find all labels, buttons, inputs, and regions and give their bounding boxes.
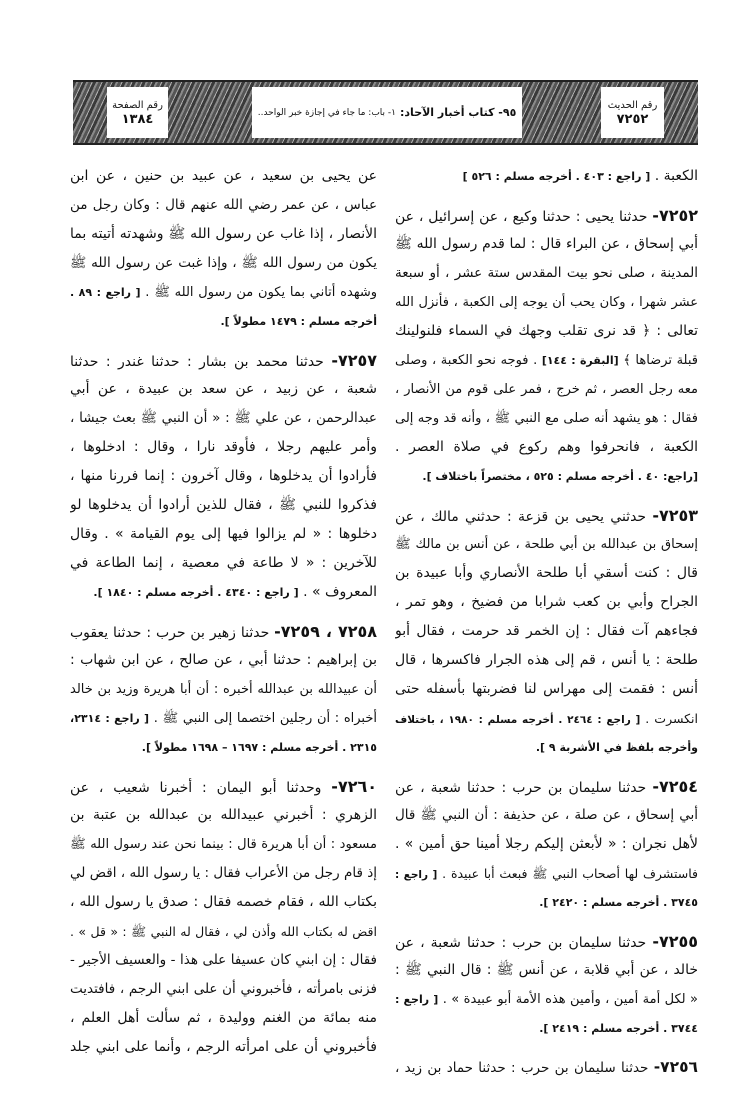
hadith-text: مسعود : أن أبا هريرة قال : بينما نحن عند رسول الله ﷺ xyxy=(70,837,377,852)
hadith-text: تعالى : ﴿ قد نرى تقلب وجهك في السماء فلنولينك xyxy=(395,323,698,339)
chapter-title: ١- باب: ما جاء في إجازة خبر الواحد.. xyxy=(257,107,397,118)
hadith-block xyxy=(70,772,377,1062)
text-line xyxy=(70,975,377,1004)
chapter-title-box xyxy=(252,87,522,138)
page-number-box xyxy=(107,87,168,138)
text-line xyxy=(395,927,698,956)
hadith-text: الأنصار ، إذا غاب عن رسول الله ﷺ وشهدته أتيته بما xyxy=(70,226,377,242)
text-line xyxy=(395,433,698,462)
hadith-text: . فوجه نحو الكعبة ، وصلى xyxy=(395,353,538,368)
hadith-text: وحدثنا أبو اليمان : أخبرنا شعيب ، عن xyxy=(70,780,322,796)
text-line xyxy=(395,530,698,559)
hadith-text: فجاءهم آت فقال : إن الخمر قد حرمت ، فقال أبو xyxy=(395,623,698,639)
hadith-text: حدثنا زهير بن حرب : حدثنا يعقوب xyxy=(70,625,270,641)
right-column xyxy=(395,162,698,1082)
hadith-text: إسحاق بن عبدالله بن أبي طلحة ، عن أنس بن مالك ﷺ xyxy=(395,537,698,552)
text-line xyxy=(395,704,698,733)
hadith-number: ٧٢٥٤- xyxy=(652,777,698,796)
hadith-text: وشهده أتاني بما يكون من رسول الله ﷺ . xyxy=(145,285,377,300)
hadith-text: لأهل نجران : « لأبعثن إليكم رجلا أمينا حق أمين » . xyxy=(395,836,698,852)
hadith-text: الزهري : أخبرني عبيدالله بن عبدالله بن عتبة بن xyxy=(70,807,377,823)
text-line xyxy=(395,259,698,288)
hadith-text: حدثنا سليمان بن حرب : حدثنا حماد بن زيد ، xyxy=(395,1060,649,1076)
hadith-block xyxy=(395,201,698,491)
text-line xyxy=(70,733,377,762)
text-line xyxy=(395,346,698,375)
hadith-text: حدثنا يحيى : حدثنا وكيع ، عن إسرائيل ، عن xyxy=(395,209,648,225)
hadith-text: أبي إسحاق ، عن البراء قال : لما قدم رسول الله ﷺ xyxy=(395,236,698,252)
text-line xyxy=(70,462,377,491)
text-line xyxy=(70,1004,377,1033)
reference-note: [ راجع : ٤٣٤٠ . أخرجه مسلم : ١٨٤٠ ]. xyxy=(93,586,299,599)
hadith-text: يكون من رسول الله ﷺ ، وإذا غبت عن رسول الله ﷺ xyxy=(70,255,377,271)
text-line xyxy=(70,375,377,404)
hadith-text: عباس ، عن عمر رضي الله عنهم قال : وكان رجل من xyxy=(70,197,377,213)
reference-note: [ راجع : ٤٠٣ . أخرجه مسلم : ٥٢٦ ] xyxy=(462,170,651,183)
hadith-text: فذكروا للنبي ﷺ ، فقال للذين أرادوا أن يدخلوها لو xyxy=(70,497,377,513)
left-column xyxy=(70,162,377,1062)
hadith-text: فقال : هو يشهد أنه صلى مع النبي ﷺ ، وأنه قد وجه إلى xyxy=(395,411,698,426)
text-line xyxy=(70,191,377,220)
reference-note: وأخرجه بلفظ في الأشربة ٩ ]. xyxy=(535,741,698,754)
text-line xyxy=(70,646,377,675)
hadith-text: أخبراه : أن رجلين اختصما إلى النبي ﷺ . xyxy=(153,711,377,726)
hadith-text: أبي إسحاق ، عن صلة ، عن حذيفة : أن النبي ﷺ قال xyxy=(395,807,698,823)
hadith-text: فأخبروني أن على امرأته الرجم ، وأنما على ابني جلد xyxy=(70,1039,377,1055)
book-title: ٩٥- كتاب أخبار الآحاد: xyxy=(400,106,517,119)
hadith-block xyxy=(70,346,377,607)
hadith-number: ٧٢٥٥- xyxy=(652,932,698,951)
text-line xyxy=(70,346,377,375)
text-line xyxy=(395,201,698,230)
hadith-text: فأرادوا أن يدخلوها ، وقال آخرون : إنما فررنا منها ، xyxy=(70,468,377,484)
hadith-text: بكتاب الله ، فقام خصمه فقال : صدق يا رسول الله ، xyxy=(70,894,377,910)
text-line xyxy=(70,888,377,917)
reference-note: [راجع: ٤٠ . أخرجه مسلم : ٥٢٥ ، مختصراً باختلاف ]. xyxy=(422,470,698,483)
hadith-text: منه بمائة من الغنم ووليدة ، ثم سألت أهل العلم ، xyxy=(70,1010,377,1026)
text-line xyxy=(395,733,698,762)
text-line xyxy=(395,675,698,704)
hadith-text: فاستشرف لها أصحاب النبي ﷺ فبعث أبا عبيدة . xyxy=(442,866,698,881)
hadith-text: عن يحيى بن سعيد ، عن عبيد بن حنين ، عن ابن xyxy=(70,168,377,184)
reference-note: [ راجع : ٢٣١٤، xyxy=(70,712,150,725)
text-line xyxy=(395,830,698,859)
text-line xyxy=(395,1014,698,1043)
hadith-text: انكسرت . xyxy=(645,711,698,726)
hadith-text: شعبة ، عن زبيد ، عن سعد بن عبيدة ، عن أبي xyxy=(70,381,377,397)
page-number: ١٣٨٤ xyxy=(121,111,154,127)
text-line xyxy=(395,772,698,801)
hadith-text: أنس : فقمت إلى مهراس لنا فضربتها بأسفله حتى xyxy=(395,681,698,697)
text-line xyxy=(395,404,698,433)
page-number-label: رقم الصفحة xyxy=(112,99,163,111)
text-line xyxy=(70,578,377,607)
text-line xyxy=(70,220,377,249)
text-line xyxy=(70,307,377,336)
hadith-number: ٧٢٦٠- xyxy=(331,777,377,796)
hadith-block xyxy=(395,162,698,191)
hadith-text: إذ قام رجل من الأعراب فقال : يا رسول الله ، اقض لي xyxy=(70,865,377,881)
text-line xyxy=(395,288,698,317)
text-line xyxy=(70,830,377,859)
text-line xyxy=(70,859,377,888)
hadith-number: ٧٢٥٣- xyxy=(652,506,698,525)
reference-note: ٢٣١٥ . أخرجه مسلم : ١٦٩٧ – ١٦٩٨ مطولاً ]. xyxy=(141,741,377,754)
reference-note: [ راجع : ٨٩ . xyxy=(70,286,141,299)
hadith-text: « لكل أمة أمين ، وأمين هذه الأمة أبو عبيدة » . xyxy=(442,992,698,1007)
text-line xyxy=(395,462,698,491)
hadith-block xyxy=(395,927,698,1043)
text-line xyxy=(70,946,377,975)
text-line xyxy=(70,549,377,578)
text-line xyxy=(395,859,698,888)
text-line xyxy=(70,404,377,433)
text-line xyxy=(70,433,377,462)
hadith-text: معه رجل العصر ، ثم خرج ، فمر على قوم من الأنصار ، xyxy=(395,382,698,397)
text-line xyxy=(395,801,698,830)
hadith-text: دخلوها : « لم يزالوا فيها إلى يوم القيامة » . وقال xyxy=(70,526,377,542)
hadith-number: ٧٢٥٢- xyxy=(652,206,698,225)
hadith-number-label: رقم الحديث xyxy=(607,99,658,111)
text-line xyxy=(395,162,698,191)
hadith-text: المدينة ، صلى نحو بيت المقدس ستة عشر ، أو سبعة xyxy=(395,265,698,281)
text-line xyxy=(70,491,377,520)
hadith-block xyxy=(395,1053,698,1082)
hadith-text: الكعبة ، فانحرفوا وهم ركوع في صلاة العصر . xyxy=(395,439,698,455)
running-header xyxy=(73,80,698,145)
text-line xyxy=(70,772,377,801)
hadith-block xyxy=(70,617,377,762)
hadith-text: حدثني يحيى بن قزعة : حدثني مالك ، عن xyxy=(395,509,647,525)
hadith-text: عشر شهرا ، وكان يحب أن يوجه إلى الكعبة ، فأنزل الله xyxy=(395,295,698,310)
reference-note: ٣٧٤٤ . أخرجه مسلم : ٢٤١٩ ]. xyxy=(539,1022,698,1035)
reference-note: [البقرة : ١٤٤] xyxy=(541,354,619,367)
hadith-text: حدثنا محمد بن بشار : حدثنا غندر : حدثنا xyxy=(70,354,324,370)
hadith-number: ٧٢٥٢ xyxy=(616,111,649,127)
hadith-text: أن عبيدالله بن عبدالله أخبره : أن أبا هريرة وزيد بن خالد xyxy=(70,682,377,697)
hadith-text: للآخرين : « لا طاعة في معصية ، إنما الطاعة في xyxy=(70,555,377,571)
hadith-text: قال : كنت أسقي أبا طلحة الأنصاري وأبا عبيدة بن xyxy=(395,565,698,581)
text-line xyxy=(70,917,377,946)
text-line xyxy=(70,249,377,278)
reference-note: [ راجع : ٢٤٦٤ . أخرجه مسلم : ١٩٨٠ ، باختلاف xyxy=(395,714,641,726)
reference-note: أخرجه مسلم : ١٤٧٩ مطولاً ]. xyxy=(220,315,377,328)
hadith-number: ٧٢٥٨ ، ٧٢٥٩- xyxy=(274,622,377,641)
text-line xyxy=(70,278,377,307)
reference-note: [ راجع : xyxy=(395,993,439,1006)
text-line xyxy=(395,588,698,617)
text-line xyxy=(70,1033,377,1062)
hadith-text: بن إبراهيم : حدثنا أبي ، عن صالح ، عن ابن شهاب : xyxy=(70,652,377,668)
text-line xyxy=(70,704,377,733)
hadith-text: الجراح وأبي بن كعب شرابا من فضيخ ، وهو تمر ، xyxy=(395,594,698,610)
hadith-text: وأمر عليهم رجلا ، فأوقد نارا ، وقال : ادخلوها ، xyxy=(70,439,377,455)
hadith-number: ٧٢٥٦- xyxy=(653,1058,698,1076)
text-line xyxy=(70,617,377,646)
hadith-text: الكعبة . xyxy=(654,168,698,184)
hadith-text: خالد ، عن أبي قلابة ، عن أنس ﷺ : قال النبي ﷺ : xyxy=(395,962,698,978)
text-line xyxy=(70,801,377,830)
hadith-text: المعروف » . xyxy=(303,584,377,600)
text-line xyxy=(395,985,698,1014)
text-line xyxy=(395,888,698,917)
reference-note: ٣٧٤٥ . أخرجه مسلم : ٢٤٢٠ ]. xyxy=(539,896,698,909)
hadith-text: اقض له بكتاب الله وأذن لي ، فقال له النبي ﷺ : « قل » . xyxy=(70,924,377,939)
hadith-text: حدثنا سليمان بن حرب : حدثنا شعبة ، عن xyxy=(395,935,647,951)
hadith-block xyxy=(395,772,698,917)
text-line xyxy=(395,559,698,588)
hadith-number: ٧٢٥٧- xyxy=(331,351,377,370)
text-line xyxy=(395,501,698,530)
text-line xyxy=(395,956,698,985)
hadith-text: عبدالرحمن ، عن علي ﷺ : « أن النبي ﷺ بعث جيشا ، xyxy=(70,410,377,426)
hadith-block xyxy=(395,501,698,762)
text-line xyxy=(70,520,377,549)
hadith-text: فقال : إن ابني كان عسيفا على هذا - والعسيف الأجير - xyxy=(70,952,377,968)
text-line xyxy=(395,375,698,404)
text-line xyxy=(395,230,698,259)
reference-note: [ راجع : xyxy=(395,869,438,881)
text-line xyxy=(70,162,377,191)
text-line xyxy=(70,675,377,704)
hadith-number-box xyxy=(601,87,664,138)
text-line xyxy=(395,646,698,675)
text-line xyxy=(395,1053,698,1082)
hadith-text: قبلة ترضاها ﴾ xyxy=(623,353,698,368)
text-line xyxy=(395,317,698,346)
hadith-text: فزنى بامرأته ، فأخبروني أن على ابني الرجم ، فافتديت xyxy=(70,981,377,997)
hadith-text: طلحة : يا أنس ، قم إلى هذه الجرار فاكسرها ، قال xyxy=(395,652,698,668)
hadith-block xyxy=(70,162,377,336)
hadith-text: حدثنا سليمان بن حرب : حدثنا شعبة ، عن xyxy=(395,780,647,796)
text-line xyxy=(395,617,698,646)
